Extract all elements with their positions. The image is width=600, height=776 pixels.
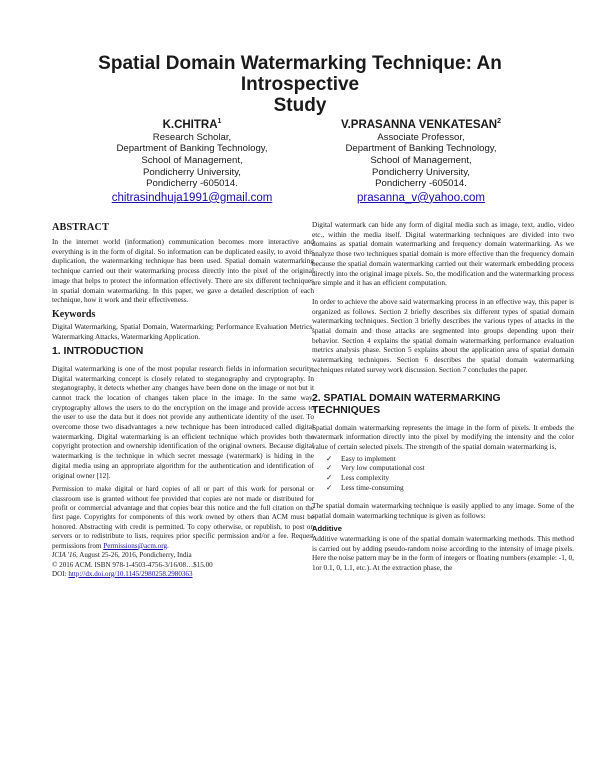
doi-link[interactable]: http://dx.doi.org/10.1145/2980258.2980363: [68, 569, 193, 578]
permissions-email-link[interactable]: Permissions@acm.org: [103, 541, 167, 550]
author-affiliation-line: Pondicherry -605014.: [375, 178, 467, 190]
author-affiliation-line: Department of Banking Technology,: [345, 143, 497, 155]
checkmark-icon: ✓: [326, 453, 333, 463]
author-affiliation-line: Pondicherry University,: [372, 166, 470, 178]
additive-text: Additive watermarking is one of the spatial domain watermarking methods. This method is carried out by adding pseudo-random noise according to the intensity of image pixels. Here the noise pattern may be in the form of integers or floating numbers (example: -1, 0, 1or 0.1, 0, 1.1, etc.). At the extraction phase, the: [312, 533, 574, 572]
right-column: [312, 220, 574, 573]
abstract-heading: ABSTRACT: [52, 222, 110, 233]
list-item: ✓ Very low computational cost: [326, 463, 425, 473]
list-item: ✓ Easy to implement: [326, 453, 396, 463]
section-2-heading: 2. SPATIAL DOMAIN WATERMARKING TECHNIQUES: [312, 392, 501, 417]
title-line-1: Spatial Domain Watermarking Technique: An Introspective: [98, 53, 502, 95]
keywords-text: Digital Watermarking, Spatial Domain, Watermarking; Performance Evaluation Metrics, Watermarking Attacks, Watermarking Application.: [52, 321, 314, 341]
author-affiliation-line: School of Management,: [370, 155, 472, 167]
author-affiliation-line: Research Scholar,: [152, 131, 232, 143]
introduction-heading: 1. INTRODUCTION: [52, 346, 144, 358]
list-item: ✓ Less complexity: [326, 473, 390, 483]
author-email-link[interactable]: chitrasindhuja1991@gmail.com: [111, 191, 273, 204]
strengths-list: [312, 454, 574, 493]
checkmark-icon: ✓: [326, 473, 333, 483]
left-column: [52, 220, 314, 579]
author-affiliation-line: School of Management,: [141, 155, 243, 167]
permission-notice: Permission to make digital or hard copies of all or part of this work for personal or classroom use is granted without fee provided that copies are not made or distributed for profit or commercial advantage and that copies bear this notice and the full citation on the first page. Copyrights for components of this work owned by others than ACM must be honored. Abstracting with credit is permitted. To copy otherwise, or republish, to post on servers or to redistribute to lists, requires prior specific permission and/or a fee. Request permissions from Permissions@acm.org. ICIA '16, August 25-26, 2016, Pondicherry, India © 2016 ACM. ISBN 978-1-4503-4756-3/16/08…$15.00 DOI: http://dx.doi.org/10.1145/2980258.2980363: [52, 485, 314, 578]
organization-text: In order to achieve the above said watermarking process in an effective way, this paper is organized as follows. Section 2 briefly describes six different types of spatial domain watermarking techniques. Section 3 briefly describes the various types of attacks in the spatial domain and those attacks are segmented into groups depending upon their behavior. Section 4 explains the spatial domain watermarking performance evaluation metrics analysis phase. Section 5 explains about the application area of spatial domain watermarking techniques. Section 6 describes the spatial domain watermarking techniques related survey work discussion. Section 7 concludes the paper.: [312, 296, 574, 374]
section-2-text: Spatial domain watermarking represents the image in the form of pixels. It embeds the watermark information directly into the pixel by modifying the intensity and the color value of certain selected pixels. The strength of the spatial domain watermarking is,: [312, 422, 574, 451]
checkmark-icon: ✓: [326, 482, 333, 492]
list-item: ✓ Less time-consuming: [326, 482, 404, 492]
author-affiliation-line: Pondicherry -605014.: [146, 178, 238, 190]
conference-name: ICIA '16: [52, 551, 77, 560]
author-name: V.PRASANNA VENKATESAN$^2$: [340, 118, 502, 131]
author-block-1: [67, 115, 317, 205]
copyright-line: © 2016 ACM. ISBN 978-1-4503-4756-3/16/08…$15.00: [52, 560, 213, 569]
doi-label: DOI:: [52, 569, 67, 578]
introduction-text: Digital watermarking is one of the most popular research fields in information security. Digital watermarking concept is closely related to steganography and cryptography. In steganography, it detects whether any changes have been done on the image or not but it cannot track the location of changes taken place in the image. In the same way, cryptography allows the users to do the encryption on the image and provide access to the user to use the data but it does not provide any authenticate identity of the user. To overcome those two disadvantages a new technique has been introduced called digital watermarking. Digital watermarking is an efficient technique which provides both the copyright protection and ownership identification of the original owners. Because digital watermarking is the technique in which secret message (watermark) is hiding in the digital media using an appropriate algorithm for the authentication and identification of original owner [12].: [52, 363, 314, 480]
abstract-text: In the internet world (information) communication becomes more interactive and everything is in the form of digital. So information can be duplicated easily, to avoid this duplication, the watermarking technique has been used. Spatial domain watermarking technique carried out their watermarking process directly into the pixel of the original image that helps to protect the information effectively. There are six different techniques in spatial domain watermarking. In this paper, we gave a detailed description of each technique, how it work and their effectiveness.: [52, 237, 314, 305]
checkmark-icon: ✓: [326, 463, 333, 473]
keywords-heading: Keywords: [52, 308, 96, 320]
author-block-2: [296, 115, 546, 205]
author-affiliation-line: Department of Banking Technology,: [116, 143, 268, 155]
author-affiliation-line: Associate Professor,: [377, 131, 465, 143]
intro-continued-text: Digital watermark can hide any form of digital media such as image, text, audio, video etc., within the media itself. Digital watermarking techniques are divided into two domains as spatial domain watermarking and frequency domain watermarking. As we analyze those two techniques spatial domain is more effective than the frequency domain because the spatial domain watermarking carried out their watermark embedding process directly into the original image pixels. So, the modification and the watermarking process are simple and it has an efficient computation.: [312, 220, 574, 288]
title-line-2: Study: [273, 95, 327, 116]
additive-heading: Additive: [312, 523, 342, 533]
author-affiliation-line: Pondicherry University,: [143, 166, 241, 178]
paper-title: [40, 53, 560, 116]
section-2-text-2: The spatial domain watermarking technique is easily applied to any image. Some of the spatial domain watermarking technique is given as follows:: [312, 501, 574, 521]
permission-text: Permission to make digital or hard copies of all or part of this work for personal or classroom use is granted without fee provided that copies are not made or distributed for profit or commercial advantage and that copies bear this notice and the full citation on the first page. Copyrights for components of this work owned by others than ACM must be honored. Abstracting with credit is permitted. To copy otherwise, or republish, to post on servers or to redistribute to lists, requires prior specific permission and/or a fee. Request permissions from: [52, 485, 314, 550]
author-email-link[interactable]: prasanna_v@yahoo.com: [356, 191, 486, 204]
author-name: K.CHITRA$^1$: [162, 118, 222, 131]
conference-details: , August 25-26, 2016, Pondicherry, India: [76, 551, 192, 560]
